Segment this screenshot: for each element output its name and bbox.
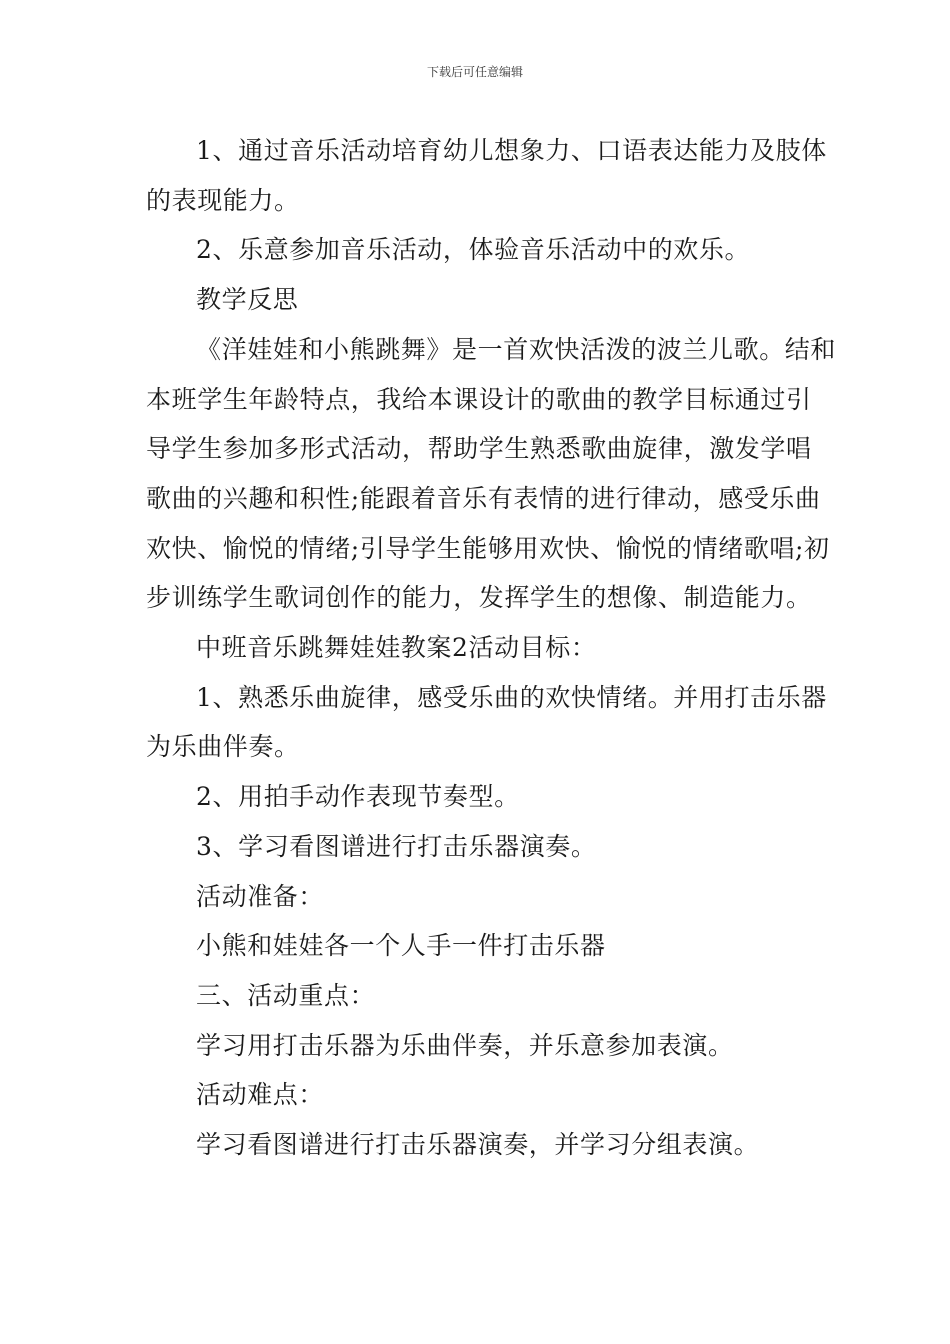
section-heading-difficulty: 活动难点： [196, 1080, 325, 1110]
section-heading-preparation: 活动准备： [196, 881, 325, 911]
paragraph-lesson2-goal-3: 3、学习看图谱进行打击乐器演奏。 [196, 831, 597, 861]
section-heading-lesson-2: 中班音乐跳舞娃娃教案2活动目标： [196, 633, 597, 663]
paragraph-goal-1: 1、通过音乐活动培育幼儿想象力、口语表达能力及肢体的表现能力。 [146, 136, 827, 215]
section-heading-reflection: 教学反思 [196, 285, 299, 315]
paragraph-preparation: 小熊和娃娃各一个人手一件打击乐器 [196, 931, 606, 961]
section-heading-key-point: 三、活动重点： [196, 980, 376, 1010]
paragraph-goal-2: 2、乐意参加音乐活动，体验音乐活动中的欢乐。 [196, 235, 751, 265]
paragraph-difficulty: 学习看图谱进行打击乐器演奏，并学习分组表演。 [196, 1130, 760, 1160]
paragraph-lesson2-goal-1: 1、熟悉乐曲旋律，感受乐曲的欢快情绪。并用打击乐器为乐曲伴奏。 [146, 682, 827, 762]
paragraph-key-point: 学习用打击乐器为乐曲伴奏，并乐意参加表演。 [196, 1030, 734, 1060]
document-body [146, 126, 836, 1170]
page-header-note: 下载后可任意编辑 [426, 65, 523, 79]
paragraph-reflection: 《洋娃娃和小熊跳舞》是一首欢快活泼的波兰儿歌。结和本班学生年龄特点，我给本课设计的歌曲的教学目标通过引导学生参加多形式活动，帮助学生熟悉歌曲旋律，激发学唱歌曲的兴趣和积性;能跟着音乐有表情的进行律动，感受乐曲欢快、愉悦的情绪;引导学生能够用欢快、愉悦的情绪歌唱;初步训练学生歌词创作的能力，发挥学生的想像、制造能力。 [146, 334, 837, 613]
paragraph-lesson2-goal-2: 2、用拍手动作表现节奏型。 [196, 782, 520, 812]
